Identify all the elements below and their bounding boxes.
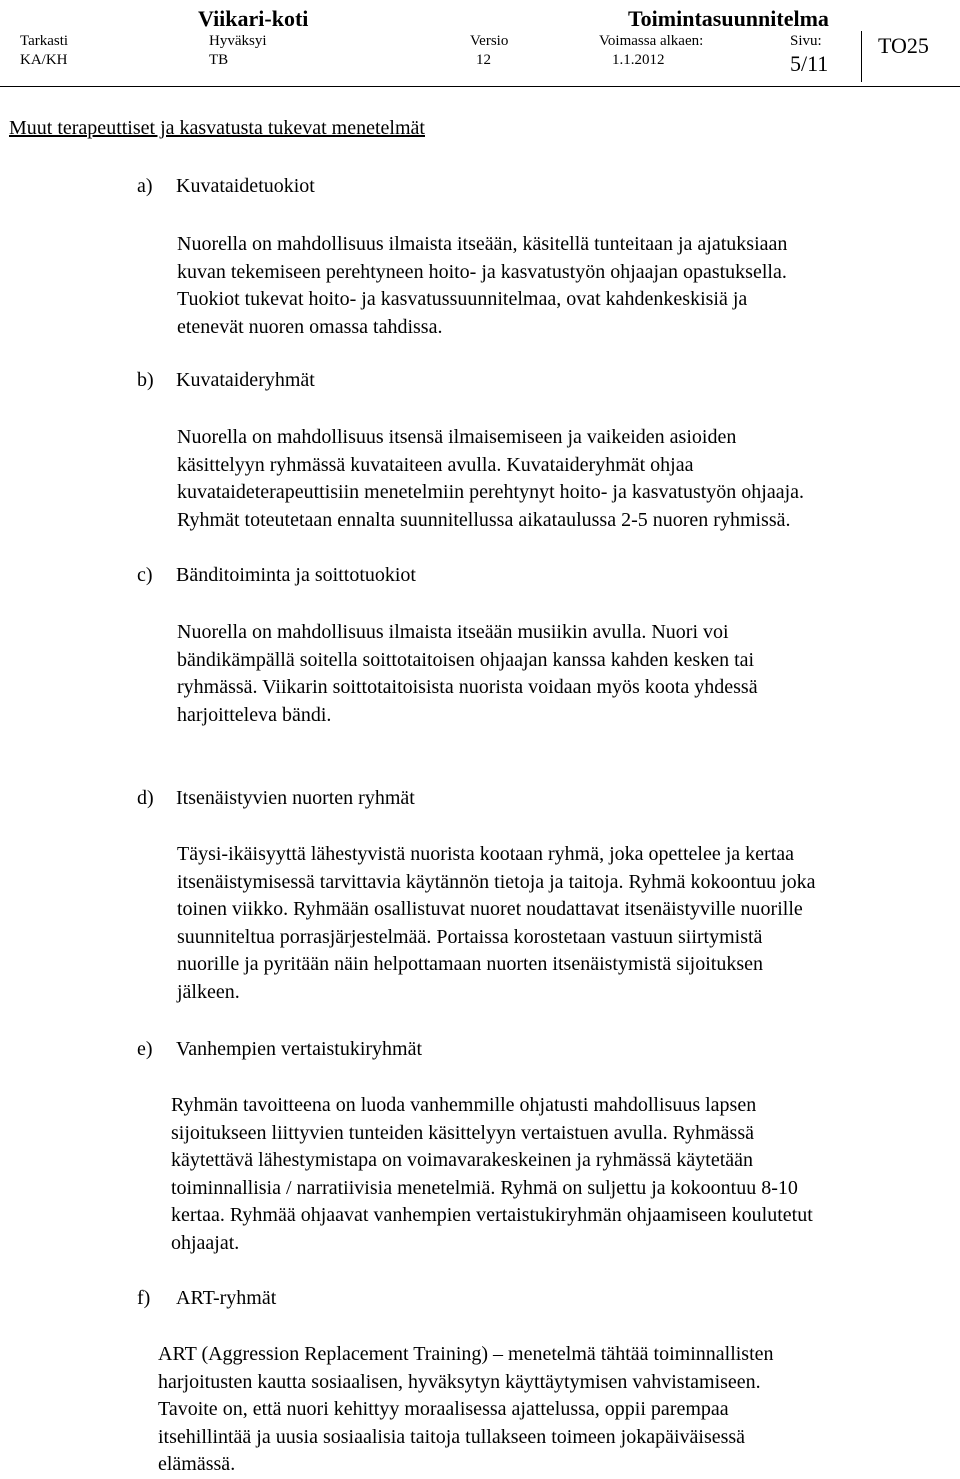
paragraph-line: Nuorella on mahdollisuus itsensä ilmaisemiseen ja vaikeiden asioiden xyxy=(177,426,737,448)
section-e-paragraph xyxy=(171,1092,813,1257)
paragraph-line: jälkeen. xyxy=(177,980,240,1003)
section-f-paragraph xyxy=(158,1341,774,1479)
section-d-paragraph xyxy=(177,841,816,1006)
paragraph-line: Ryhmät toteutetaan ennalta suunnitellussa aikataulussa 2-5 nuoren ryhmissä. xyxy=(177,508,791,531)
section-b-paragraph xyxy=(177,424,804,534)
section-heading-e xyxy=(137,1038,422,1061)
paragraph-line: Ryhmän tavoitteena on luoda vanhemmille ohjatusti mahdollisuus lapsen xyxy=(171,1094,757,1116)
version-label: Versio xyxy=(470,33,509,49)
paragraph-line: käsittelyyn ryhmässä kuvataiteen avulla. Kuvataideryhmät ohjaa xyxy=(177,453,694,476)
paragraph-line: harjoitusten kautta sosiaalisen, hyväksytyn käyttäytymisen vahvistamiseen. xyxy=(158,1370,761,1393)
paragraph-line: kuvan tekemiseen perehtyneen hoito- ja kasvatustyön ohjaajan opastuksella. xyxy=(177,260,787,283)
section-title: ART-ryhmät xyxy=(176,1287,277,1309)
section-title: Kuvataideryhmät xyxy=(176,369,315,391)
paragraph-line: Nuorella on mahdollisuus ilmaista itseään musiikin avulla. Nuori voi xyxy=(177,621,729,643)
document-code: TO25 xyxy=(878,33,929,58)
section-letter: c) xyxy=(137,564,153,586)
section-letter: f) xyxy=(137,1287,151,1309)
header-rule xyxy=(0,86,960,87)
page-label: Sivu: xyxy=(790,33,822,49)
paragraph-line: kuvataideterapeuttisiin menetelmiin perehtynyt hoito- ja kasvatustyön ohjaaja. xyxy=(177,481,805,503)
paragraph-line: Tavoite on, että nuori kehittyy moraalisessa ajattelussa, oppii parempaa xyxy=(158,1398,729,1420)
section-letter: d) xyxy=(137,787,154,809)
paragraph-line: kertaa. Ryhmää ohjaavat vanhempien vertaistukiryhmän ohjaamiseen koulutetut xyxy=(171,1204,813,1226)
header-divider xyxy=(861,31,862,82)
paragraph-line: itsehillintää ja uusia sosiaalisia taitoja tullakseen toimeen jokapäiväisessä xyxy=(158,1425,746,1448)
paragraph-line: harjoitteleva bändi. xyxy=(177,703,332,726)
section-letter: b) xyxy=(137,369,154,391)
approved-value: TB xyxy=(209,52,229,68)
section-heading-a xyxy=(137,175,315,198)
section-heading-f xyxy=(137,1287,276,1310)
paragraph-line: toinen viikko. Ryhmään osallistuvat nuoret noudattavat itsenäistyville nuorille xyxy=(177,898,803,920)
checked-value: KA/KH xyxy=(20,52,68,68)
section-letter: a) xyxy=(137,175,153,197)
paragraph-line: käytettävä lähestymistapa on voimavarakeskeinen ja ryhmässä käytetään xyxy=(171,1149,754,1171)
section-title: Vanhempien vertaistukiryhmät xyxy=(176,1038,423,1060)
paragraph-line: ART (Aggression Replacement Training) – menetelmä tähtää toiminnallisten xyxy=(158,1343,774,1365)
paragraph-line: itsenäistymisessä tarvittavia käytännön tietoja ja taitoja. Ryhmä kokoontuu joka xyxy=(177,870,816,893)
valid-from-label: Voimassa alkaen: xyxy=(599,33,704,49)
paragraph-line: Nuorella on mahdollisuus ilmaista itseään, käsitellä tunteitaan ja ajatuksiaan xyxy=(177,233,788,255)
paragraph-line: elämässä. xyxy=(158,1453,236,1475)
paragraph-line: toiminnallisia / narratiivisia menetelmiä. Ryhmä on suljettu ja kokoontuu 8-10 xyxy=(171,1176,798,1199)
checked-label: Tarkasti xyxy=(20,33,69,49)
section-heading-c xyxy=(137,564,416,587)
approved-label: Hyväksyi xyxy=(209,33,267,49)
paragraph-line: ohjaajat. xyxy=(171,1231,240,1254)
section-heading-b xyxy=(137,369,315,392)
paragraph-line: sijoitukseen liittyvien tunteiden käsittelyyn vertaistuen avulla. Ryhmässä xyxy=(171,1121,754,1144)
paragraph-line: Täysi-ikäisyyttä lähestyvistä nuorista kootaan ryhmä, joka opettelee ja kertaa xyxy=(177,843,795,865)
paragraph-line: suunniteltua porrasjärjestelmää. Portaissa korostetaan vastuun siirtymistä xyxy=(177,925,763,948)
document-type: Toimintasuunnitelma xyxy=(628,6,829,31)
section-c-paragraph xyxy=(177,619,758,729)
paragraph-line: etenevät nuoren omassa tahdissa. xyxy=(177,315,443,338)
section-title: Kuvataidetuokiot xyxy=(176,175,315,197)
section-a-paragraph xyxy=(177,231,787,341)
section-title: Itsenäistyvien nuorten ryhmät xyxy=(176,787,415,809)
paragraph-line: ryhmässä. Viikarin soittotaitoisista nuorista voidaan myös koota yhdessä xyxy=(177,676,758,698)
section-title: Bänditoiminta ja soittotuokiot xyxy=(176,564,416,586)
version-value: 12 xyxy=(476,52,491,68)
paragraph-line: nuorille ja pyritään näin helpottamaan nuorten itsenäistymistä sijoituksen xyxy=(177,953,763,975)
page-title: Muut terapeuttiset ja kasvatusta tukevat menetelmät xyxy=(9,117,425,139)
page-number: 5/11 xyxy=(790,51,829,76)
valid-from-value: 1.1.2012 xyxy=(612,52,665,68)
section-letter: e) xyxy=(137,1038,153,1060)
organization-name: Viikari-koti xyxy=(198,6,309,31)
paragraph-line: Tuokiot tukevat hoito- ja kasvatussuunnitelmaa, ovat kahdenkeskisiä ja xyxy=(177,288,748,310)
document-header xyxy=(0,0,960,90)
paragraph-line: bändikämpällä soitella soittotaitoisen ohjaajan kanssa kahden kesken tai xyxy=(177,648,755,671)
section-heading-d xyxy=(137,787,415,810)
